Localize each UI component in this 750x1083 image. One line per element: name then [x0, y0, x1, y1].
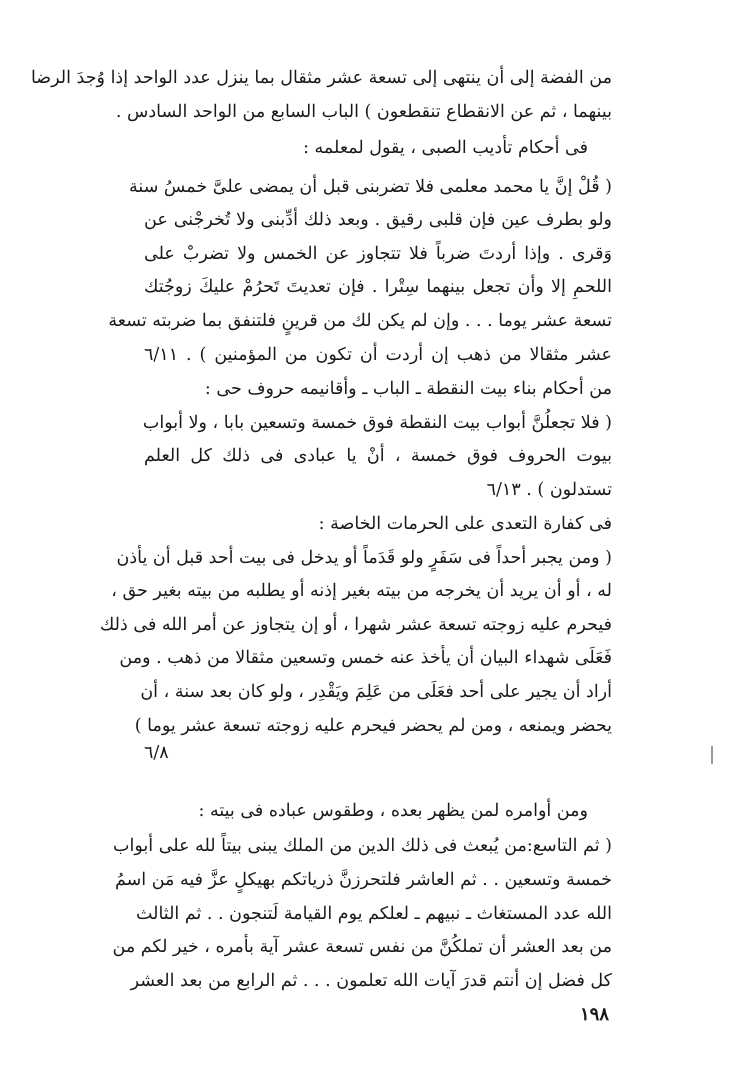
text-line-1: من الفضة إلى أن ينتهى إلى تسعة عشر مثقال بما ينزل عدد الواحد إذا وُجدَ الرضا [30, 68, 612, 88]
text-line-13: تستدلون ) . ٦/١٣ [486, 480, 612, 500]
text-line-23: ( ثم التاسع:من يُبعث فى ذلك الدين من الملك يبنى بيتاً لله على أبواب [113, 836, 612, 856]
text-line-20: يحضر ويمنعه ، ومن لم يحضر فيحرم عليه زوجته تسعة عشر يوما ) [134, 716, 612, 736]
text-line-11: ( فلا تجعلُنَّ أبواب بيت النقطة فوق خمسة وتسعين بابا ، ولا أبواب [142, 413, 612, 433]
section-heading-3: فى كفارة التعدى على الحرمات الخاصة : [318, 514, 612, 534]
section-heading-1: فى أحكام تأديب الصبى ، يقول لمعلمه : [303, 138, 588, 158]
text-line-5: ولو بطرف عين فإن قلبى رقيق . وبعد ذلك أدِّبنى ولا تُخرجْنى عن [144, 210, 612, 230]
text-line-27: كل فضل إن أنتم قدرَ آيات الله تعلمون . . . ثم الرابع من بعد العشر [130, 971, 612, 991]
text-line-18: فَعَلَى شهداء البيان أن يأخذ عنه خمس وتسعين مثقالا من ذهب . ومن [119, 648, 612, 668]
text-line-16: له ، أو أن يريد أن يخرجه من بيته بغير إذنه أو يطلبه من بيته بغير حق ، [111, 581, 612, 601]
margin-mark [711, 746, 713, 764]
section-heading-2: من أحكام بناء بيت النقطة ـ الباب ـ وأقانيمه حروف حى : [204, 379, 612, 399]
text-line-4: ( قُلْ إنَّ يا محمد معلمى فلا تضربنى قبل أن يمضى علىَّ خمسُ سنة [129, 177, 612, 197]
text-line-8: تسعة عشر يوما . . . وإن لم يكن لك من قرينٍ فلتنفق بما ضربته تسعة [108, 311, 612, 331]
text-line-7: اللحمِ إلا وأن تجعل بينهما سِتْرا . فإن تعديتَ تَحرُمْ عليكَ زوجُتك [144, 277, 612, 297]
text-line-24: خمسة وتسعين . . ثم العاشر فلتحرزنَّ ذرياتكم بهيكلٍ عزَّ فيه مَن اسمُ [114, 870, 612, 890]
text-line-26: من بعد العشر أن تملكُنَّ من نفس تسعة عشر آية بأمره ، خير لكم من [112, 937, 612, 957]
text-line-15: ( ومن يجبر أحداً فى سَفَرٍ ولو قَدَماً أو يدخل فى بيت أحد قبل أن يأذن [116, 548, 612, 568]
section-heading-4: ومن أوامره لمن يظهر بعده ، وطقوس عباده فى بيته : [198, 801, 588, 821]
text-line-17: فيحرم عليه زوجته تسعة عشر شهرا ، أو إن يتجاوز عن أمر الله فى ذلك [99, 615, 612, 635]
page-number: ١٩٨ [580, 1004, 610, 1025]
text-line-6: وَقرى . وإذا أردتَ ضرباً فلا تتجاوز عن الخمس ولا تضربْ على [144, 244, 612, 264]
text-line-25: الله عدد المستغاث ـ نبيهم ـ لعلكم يوم القيامة لَتنجون . . ثم الثالث [135, 904, 612, 924]
reference-number: ٦/٨ [144, 743, 169, 763]
text-line-9: عشر مثقالا من ذهب إن أردت أن تكون من المؤمنين ) . ٦/١١ [144, 345, 612, 365]
text-line-19: أراد أن يجير على أحد فعَلَى من عَلِمَ ويَقْدِر ، ولو كان بعد سنة ، أن [140, 682, 612, 702]
text-line-12: بيوت الحروف فوق خمسة ، أنْ يا عبادى فى ذلك كل العلم [144, 446, 612, 466]
text-line-2: بينهما ، ثم عن الانقطاع تنقطعون ) الباب السابع من الواحد السادس . [115, 102, 612, 122]
